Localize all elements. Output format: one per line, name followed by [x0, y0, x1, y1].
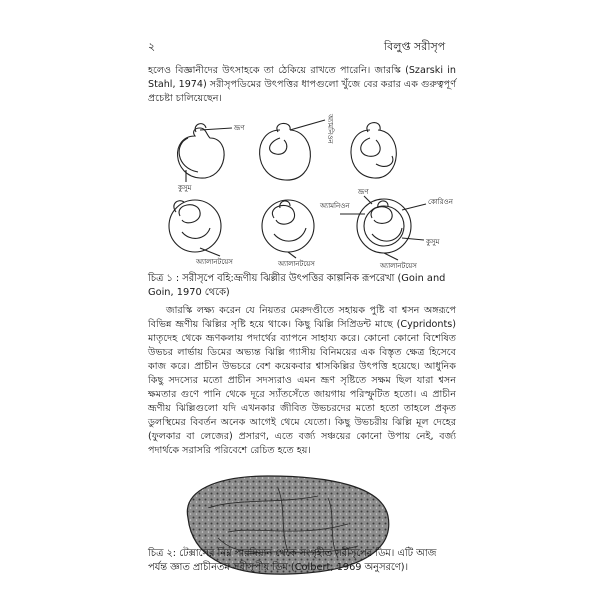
label-chorion: কোরিওন — [428, 198, 453, 206]
stage-6-drawing — [357, 199, 411, 253]
stage-2-drawing — [260, 120, 325, 180]
intro-text: হলেও বিজ্ঞানীদের উৎসাহকে তা ঠেকিয়ে রাখতে পারেনি। জারস্কি (Szarski in Stahl, 1974) সরীসৃপডিমের উৎপত্তির ধাপগুলো খুঁজে বের করার এক গুরুত্বপূর্ণ প্রচেষ্টা চালিয়েছেন। — [148, 65, 456, 104]
figure-2-caption: চিত্র ২: টেক্সাসের নিম্ন পারমিয়ান থেকে সংগৃহীত সরীসৃপের ডিম। এটি আজ পর্যন্ত জ্ঞাত প্রাচীনতম সরীসৃপীয় ডিম (Colbert, 1969 অনুসরণে)। — [148, 548, 437, 573]
stage-3-drawing — [351, 123, 396, 178]
intro-paragraph — [148, 64, 456, 106]
page-number: ২ — [148, 40, 156, 53]
figure-1-caption: চিত্র ১ : সরীসৃপে বহি:ভ্রূণীয় ঝিল্লীর উৎপত্তির কাল্পনিক রূপরেখা (Goin and Goin, 1970 থেকে) — [148, 273, 446, 298]
stage-5-drawing — [262, 200, 314, 252]
label-amnion: অ্যামনিওন — [320, 202, 350, 210]
label-allantois-3: অ্যালানটয়েস — [380, 262, 417, 268]
label-allantois-1: অ্যালানটয়েস — [196, 258, 233, 266]
label-embryo: ভ্রূণ — [234, 124, 245, 132]
stage-1-drawing — [178, 124, 225, 178]
label-yolk-2: কুসুম — [426, 238, 440, 246]
running-title: বিলুপ্ত সরীসৃপ — [384, 40, 446, 53]
label-embryo-2: ভ্রূণ — [358, 188, 369, 196]
label-margin-note: অ্যামনিওন — [326, 114, 334, 144]
stage-4-drawing — [169, 200, 221, 252]
body-text: জারস্কি লক্ষ্য করেন যে নিয়তর মেরুদণ্ডীতে সহায়ক পুষ্টি বা শ্বসন অঙ্গরূপে বিভিন্ন ভ্রূণীয় ঝিল্লির সৃষ্টি হয়ে থাকে। কিছু ঝিল্লি সিপ্রিডন্ট মাছে (Cypridonts) মাতৃদেহ থেকে ভ্রূণকলায় পদার্থের ব্যাপনে সাহায্য করে। কোনো কোনো বিশেষিত উভচর লার্ভায় ডিমের অভ্যন্ত ঝিল্লি গ্যাসীয় বিনিময়ের এক বিস্তৃত ক্ষেত্র হিসেবে কাজ করে। প্রাচীন উভচরে বেশ কয়েকবার শ্বাসকিল্লির উৎপত্তি হয়েছে। আধুনিক কিছু সদস্যের মতো প্রাচীন সদস্যরাও এমন ভ্রূণ সৃষ্টিতে সক্ষম ছিল যারা শ্বসন ক্ষমতার গুণে পানি থেকে দূরে স্যাঁতসেঁতে জায়গায় পরিস্ফুটিত হতো। এ প্রাচীন ভ্রূণীয় ঝিল্লিগুলো যদি এখনকার জীবিত উভচরদের মতো হতো তাহলে প্রকৃত ডুলস্থিমের বিবর্তন অনেক আগেই থেমে যেতো। কিছু উভচরীয় ঝিল্লি মূল দেহের (ফুলকার বা লেজের) প্রসারণ, এতে বর্জ্য সঞ্চয়ের কোনো উপায় নেই, বর্জ্য পদার্থকে সরাসরি পরিবেশে রেচিত হতে হয়। — [148, 305, 456, 456]
body-paragraph — [148, 304, 456, 458]
figure-1-membrane-diagram — [140, 108, 470, 268]
label-allantois-2: অ্যালানটয়েস — [278, 260, 315, 268]
label-yolk: কুসুম — [178, 184, 192, 192]
